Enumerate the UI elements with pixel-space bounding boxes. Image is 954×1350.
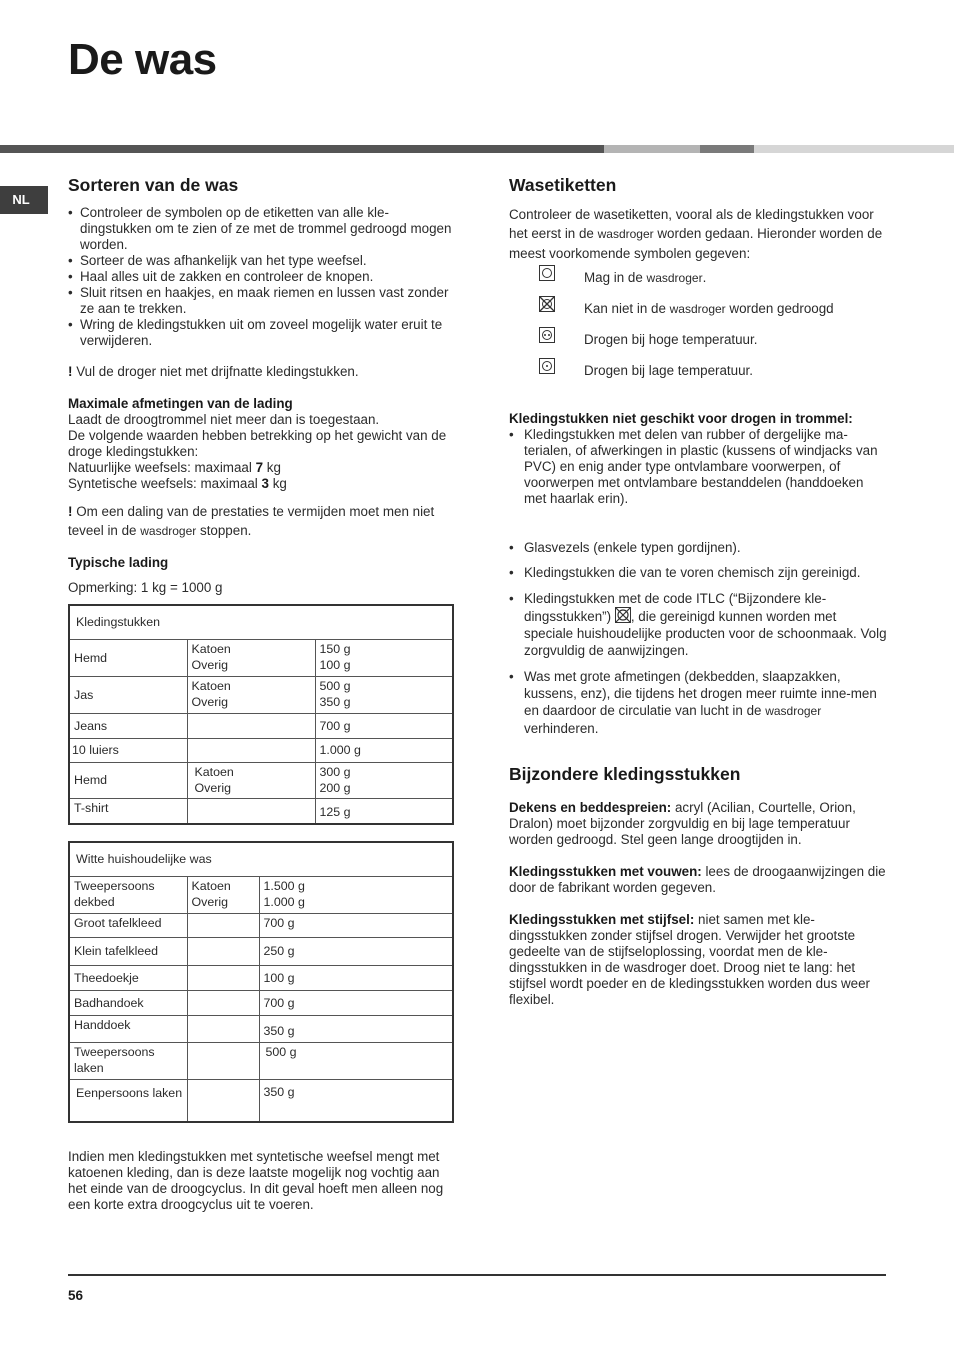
page-title: De was: [68, 35, 217, 84]
do-not-tumble-dry-icon: [539, 296, 555, 312]
unsuitable-heading: Kledingstukken niet geschikt voor drogen in trommel:: [509, 411, 853, 426]
unsuitable-list: [509, 427, 889, 737]
table-row: Theedoekje 100 g: [69, 965, 453, 990]
right-column: [509, 174, 889, 1008]
table-row: T-shirt 125 g: [69, 798, 453, 824]
left-column: [68, 174, 454, 1213]
itlc-cross-icon: [615, 607, 631, 623]
tumble-dry-ok-icon: [539, 265, 555, 281]
warning-overload: ! Om een daling van de prestaties te vermijden moet men niet teveel in de wasdroger stoppen.: [68, 504, 435, 538]
max-load-heading: Maximale afmetingen van de lading: [68, 396, 293, 411]
labels-intro: Controleer de wasetiketten, vooral als de kledingstukken voor het eerst in de wasdroger worden gedaan. Hieronder worden de meest voorkomende symbolen gegeven:: [509, 207, 883, 261]
table-row: Badhandoek 700 g: [69, 990, 453, 1015]
header-bar-segment: [700, 145, 754, 153]
special-paragraph: Kledingsstukken met stijfsel: niet samen met kle-dingsstukken zonder stijfsel drogen. Verwijder het grootste gedeelte van de stijfseloplossing, voordat men de kle-dingsstukken in de wasdroger doet. Droog niet te lang: het stijfsel wordt poeder en de kledingsstukken worden dus weer flexibel.: [509, 912, 871, 1007]
header-bar-segment: [0, 145, 604, 153]
unit-note: Opmerking: 1 kg = 1000 g: [68, 580, 223, 595]
symbol-row: Mag in de wasdroger.: [509, 265, 889, 296]
table-row: Hemd Katoen Overig 150 g 100 g: [69, 639, 453, 676]
table-row: 10 luiers 1.000 g: [69, 738, 453, 762]
table-row: Klein tafelkleed 250 g: [69, 937, 453, 965]
list-item: • Kledingstukken met delen van rubber of dergelijke ma-terialen, of afwerkingen in plastic (kussens of windjacks van PVC) en enig ander type ontvlambare voorwerpen, of voorwerpen met ontvlambare bestanddelen (handdoeken met haarlak erin).: [509, 427, 889, 507]
natural-fabrics-line: Natuurlijke weefsels: maximaal 7 kg: [68, 460, 281, 475]
special-paragraph: Dekens en beddespreien: acryl (Acilian, Courtelle, Orion, Dralon) moet bijzonder zorgvuldig en bij lage temperatuur worden gedroogd. Stel geen lange droogtijden in.: [509, 800, 856, 847]
header-bar-segment: [754, 145, 954, 153]
list-item: • Sorteer de was afhankelijk van het type weefsel.: [68, 253, 454, 269]
list-item: • Controleer de symbolen op de etiketten van alle kle-dingstukken om te zien of ze met de trommel gedroogd mogen worden.: [68, 205, 454, 253]
warning-mark: !: [68, 364, 73, 379]
tumble-dry-low-icon: [539, 358, 555, 374]
table-header: Kledingstukken: [69, 605, 453, 639]
max-load-line: Laadt de droogtrommel niet meer dan is toegestaan.: [68, 412, 380, 427]
closing-paragraph: Indien men kledingstukken met syntetische weefsel mengt met katoenen kleding, dan is deze laatste mogelijk nog vochtig aan het einde van de droogcyclus. In dit geval hoeft men alleen nog een korte extra droogcyclus uit te voeren.: [68, 1149, 444, 1212]
list-item: • Haal alles uit de zakken en controleer de knopen.: [68, 269, 454, 285]
list-item: • Wring de kledingstukken uit om zoveel mogelijk water eruit te verwijderen.: [68, 317, 454, 349]
table-row: Tweepersoons dekbed Katoen Overig 1.500 g 1.000 g: [69, 876, 453, 913]
symbol-list: [509, 265, 889, 389]
table-row: Jas Katoen Overig 500 g 350 g: [69, 676, 453, 713]
clothing-table: [68, 604, 454, 825]
list-item: • Sluit ritsen en haakjes, en maak riemen en lussen vast zonder ze aan te trekken.: [68, 285, 454, 317]
list-item: • Glasvezels (enkele typen gordijnen).: [509, 540, 889, 556]
list-item: • Kledingstukken met de code ITLC (“Bijzondere kle-dingsstukken”) , die gereinigd kunnen worden met speciale huishoudelijke producten voor de schoonmaak. Volg zorgvuldig de aanwijzingen.: [509, 590, 889, 659]
table-header: Witte huishoudelijke was: [69, 842, 453, 876]
sort-heading: Sorteren van de was: [68, 175, 239, 195]
table-row: Jeans 700 g: [69, 713, 453, 738]
labels-heading: Wasetiketten: [509, 175, 617, 195]
table-row: Tweepersoons laken 500 g: [69, 1042, 453, 1079]
symbol-row: Kan niet in de wasdroger worden gedroogd: [509, 296, 889, 327]
footer-rule: [68, 1274, 886, 1276]
synthetic-fabrics-line: Syntetische weefsels: maximaal 3 kg: [68, 476, 287, 491]
warning-mark: !: [68, 504, 73, 519]
tumble-dry-high-icon: [539, 327, 555, 343]
table-row: Hemd Katoen Overig 300 g 200 g: [69, 762, 453, 798]
page-number: 56: [68, 1288, 84, 1303]
list-item: • Kledingstukken die van te voren chemisch zijn gereinigd.: [509, 565, 889, 581]
typical-load-heading: Typische lading: [68, 555, 169, 570]
symbol-row: Drogen bij hoge temperatuur.: [509, 327, 889, 358]
special-heading: Bijzondere kledingsstukken: [509, 764, 741, 784]
table-row: Eenpersoons laken 350 g: [69, 1079, 453, 1122]
symbol-row: Drogen bij lage temperatuur.: [509, 358, 889, 389]
list-item: • Was met grote afmetingen (dekbedden, slaapzakken, kussens, enz), die tijdens het drogen meer ruimte inne-men en daardoor de circulatie van lucht in de wasdroger verhinderen.: [509, 668, 889, 737]
special-paragraph: Kledingsstukken met vouwen: lees de droogaanwijzingen die door de fabrikant worden gegeven.: [509, 864, 886, 895]
max-load-line: De volgende waarden hebben betrekking op het gewicht van de droge kledingstukken:: [68, 428, 447, 459]
header-bar-segment: [604, 145, 700, 153]
language-tab: NL: [0, 186, 48, 214]
household-table: [68, 841, 454, 1123]
warning-wet-clothes: ! Vul de droger niet met drijfnatte kledingstukken.: [68, 364, 359, 379]
sort-list: [68, 205, 454, 349]
table-row: Handdoek 350 g: [69, 1015, 453, 1042]
table-row: Groot tafelkleed 700 g: [69, 913, 453, 937]
